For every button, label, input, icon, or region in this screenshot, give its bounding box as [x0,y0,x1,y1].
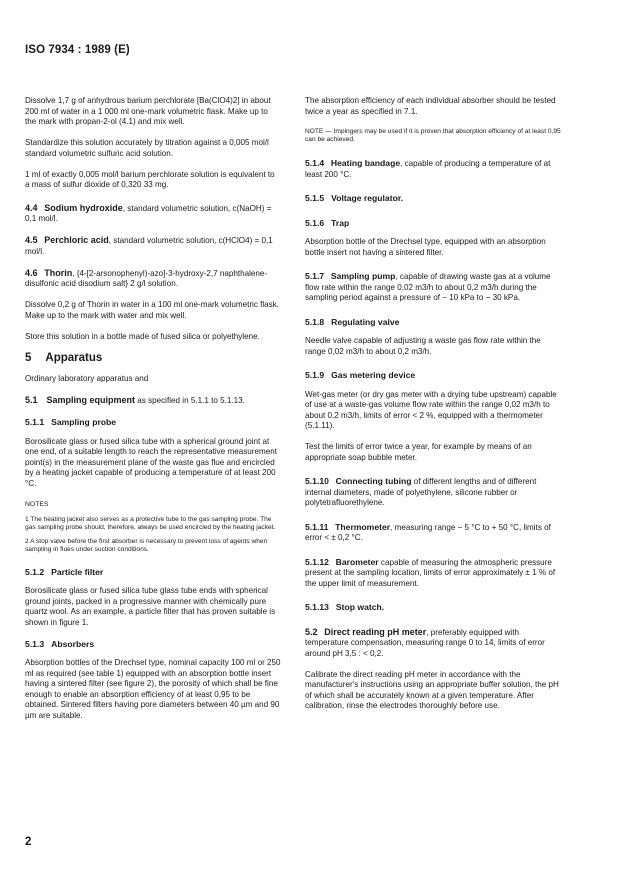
paragraph: Needle valve capable of adjusting a waste gas flow rate within the range 0,02 m3/h to about 0,2 m3/h. [305,336,541,356]
left-column [25,96,281,732]
clause-text: capable of measuring the atmospheric pressure present at the sampling location, limits of error approximately ± 1 % of the upper limit of measurement. [305,557,556,588]
subclause-title: Stop watch. [335,602,385,613]
right-column [305,96,561,722]
subclause-heading [305,193,561,204]
paragraph: 1 ml of exactly 0,005 mol/l barium perchlorate solution is equivalent to a mass of sulfur dioxide of 0,320 33 mg. [25,169,275,189]
paragraph: Test the limits of error twice a year, for example by means of an appropriate soap bubble meter. [305,442,532,462]
paragraph: The absorption efficiency of each individual absorber should be tested twice a year as specified in 7.1. [305,96,556,116]
paragraph: Dissolve 0,2 g of Thorin in water in a 100 ml one-mark volumetric flask. Make up to the mark with water and mix well. [25,300,280,320]
note: 1 The heating jacket also serves as a protective tube to the gas sampling probe. The gas sampling probe should, therefore, always be used encircled by the heating jacket. [25,516,276,532]
subclause-number: 5.1.5 [305,193,325,204]
paragraph: Dissolve 1,7 g of anhydrous barium perchlorate [Ba(ClO4)2] in about 200 ml of water in a 1 000 ml one-mark volumetric flask. Make up to the mark with propan-2-ol (4.1) and mix well. [25,96,271,126]
clause-text: , {4-[2-arsonophenyl)-azo]-3-hydroxy-2,7 naphthalene-disulfonic acid disodium salt} 2 g/l solution. [25,268,268,288]
clause-5-1-4 [305,158,561,180]
clause-number: 5.1.7 [305,271,325,282]
clause-number: 5.1 [25,395,38,405]
subclause-number: 5.1.8 [305,316,325,327]
subclause-number: 5.1.1 [25,417,45,427]
clause-title: Thermometer [335,521,391,532]
clause-number: 5.1.11 [305,521,329,532]
clause-title: Connecting tubing [335,476,412,487]
paragraph: Borosilicate glass or fused silica tube glass tube ends with spherical ground joints, packed in a progressive manner with chemically pure quartz wool. As an example, a particle filter that has proven suitable is shown in figure 1. [25,586,276,627]
clause-number: 5.1.10 [305,476,329,487]
clause-5-2 [305,627,561,660]
clause-4-4 [25,203,281,225]
clause-title: Barometer [335,556,379,567]
clause-number: 5.2 [305,626,318,637]
subclause-heading [305,218,561,229]
clause-number: 4.4 [25,202,38,213]
clause-text: , measuring range − 5 °C to + 50 °C, limits of error < ± 0,2 °C. [305,522,551,543]
clause-text: , capable of producing a temperature of at least 200 °C. [305,159,551,179]
section-heading-apparatus [25,353,281,364]
clause-text: of different lengths and of different internal diameters, made of polyethylene, silicone rubber or polytetrafluorethylene. [305,477,537,508]
section-title: Apparatus [45,351,103,364]
subclause-title: Regulating valve [331,316,400,327]
page-header: ISO 7934 : 1989 (E) [25,44,130,56]
clause-text: , standard volumetric solution, c(NaOH) = 0,1 mol/l. [25,203,272,223]
subclause-title: Voltage regulator. [331,193,404,204]
subclause-title: Gas metering device [331,370,416,381]
paragraph: Ordinary laboratory apparatus and [25,374,149,383]
page-number: 2 [25,836,32,848]
subclause-number: 5.1.2 [25,566,45,577]
clause-text: , preferably equipped with temperature compensation, measuring range 0 to 14, limits of error around pH 3,5 : < 0,2. [305,627,545,658]
clause-5-1 [25,395,281,407]
subclause-number: 5.1.9 [305,370,325,381]
clause-title: Sampling pump [330,271,396,282]
note: 2 A stop valve before the first absorber is necessary to prevent loss of agents when sampling in flues under suction conditions. [25,537,268,554]
clause-4-5 [25,235,281,257]
clause-title: Sampling equipment [46,395,136,405]
clause-title: Sodium hydroxide [44,202,123,213]
subclause-title: Particle filter [51,566,104,577]
subclause-heading [305,370,561,381]
subclause-number: 5.1.13 [305,602,329,613]
paragraph: Wet-gas meter (or dry gas meter with a drying tube upstream) capable of use at a waste-gas volume flow rate within the range 0,02 m3/h to about 0,2 m3/h, limits of error < 2 %, equipped with a thermometer (5.1.11). [305,389,557,431]
clause-number: 5.1.4 [305,158,325,169]
paragraph: Borosilicate glass or fused silica tube with a spherical ground joint at one end, of a suitable length to reach the representative measurement point(s) in the measurement plane of the waste gas flue and encircled by a heating jacket capable of producing a temperature of at least 200 °C. [25,436,277,488]
clause-text: , capable of drawing waste gas at a volume flow rate within the range 0,02 m3/h to about 0,2 m3/h during the sampling period against a pressure of − 10 kPa to − 30 kPa. [305,272,551,303]
clause-text: , standard volumetric solution, c(HClO4) = 0,1 mol/l. [25,236,273,256]
paragraph: Absorption bottles of the Drechsel type, nominal capacity 100 ml or 250 ml as required (see table 1) equipped with an absorption bottle insert having a sintered filter (see figure 2), the porosity of which shall be fine enough to enable an absorption efficiency of at least 0,95 to be obtained. Sintered filters having pore diameters between 40 µm and 90 µm are suitable. [25,658,281,720]
clause-5-1-7 [305,271,561,304]
clause-5-1-10 [305,476,561,509]
clause-title: Thorin [44,267,73,278]
clause-text: as specified in 5.1.1 to 5.1.13. [135,396,245,405]
clause-5-1-11 [305,522,561,544]
section-number: 5 [25,351,32,364]
subclause-heading [305,602,561,613]
clause-4-6 [25,268,281,290]
subclause-heading [25,567,281,578]
paragraph: Calibrate the direct reading pH meter in accordance with the manufacturer's instructions using an appropriate buffer solution, the pH of which shall be accurately known at a given temperature. After calibration, rinse the electrodes thoroughly before use. [305,669,559,711]
clause-title: Direct reading pH meter [324,626,427,637]
subclause-number: 5.1.6 [305,217,325,228]
subclause-number: 5.1.3 [25,638,45,649]
clause-number: 4.6 [25,267,38,278]
subclause-title: Sampling probe [51,417,117,427]
clause-number: 4.5 [25,235,38,245]
paragraph: Store this solution in a bottle made of fused silica or polyethylene. [25,331,260,341]
subclause-heading [305,317,561,328]
note: NOTE — Impingers may be used if it is proven that absorption efficiency of at least 0,95 can be achieved. [305,127,561,143]
clause-title: Heating bandage [330,158,401,169]
clause-5-1-12 [305,557,561,590]
notes-title: NOTES [25,500,49,508]
subclause-heading [25,639,281,650]
paragraph: Absorption bottle of the Drechsel type, equipped with an absorption bottle insert not having a sintered filter. [305,237,546,257]
paragraph: Standardize this solution accurately by titration against a 0,005 mol/l standard volumetric sulfuric acid solution. [25,138,269,158]
subclause-title: Absorbers [51,638,95,649]
subclause-heading [25,417,281,428]
subclause-title: Trap [331,217,350,228]
clause-number: 5.1.12 [305,556,329,567]
clause-title: Perchloric acid [44,235,109,245]
